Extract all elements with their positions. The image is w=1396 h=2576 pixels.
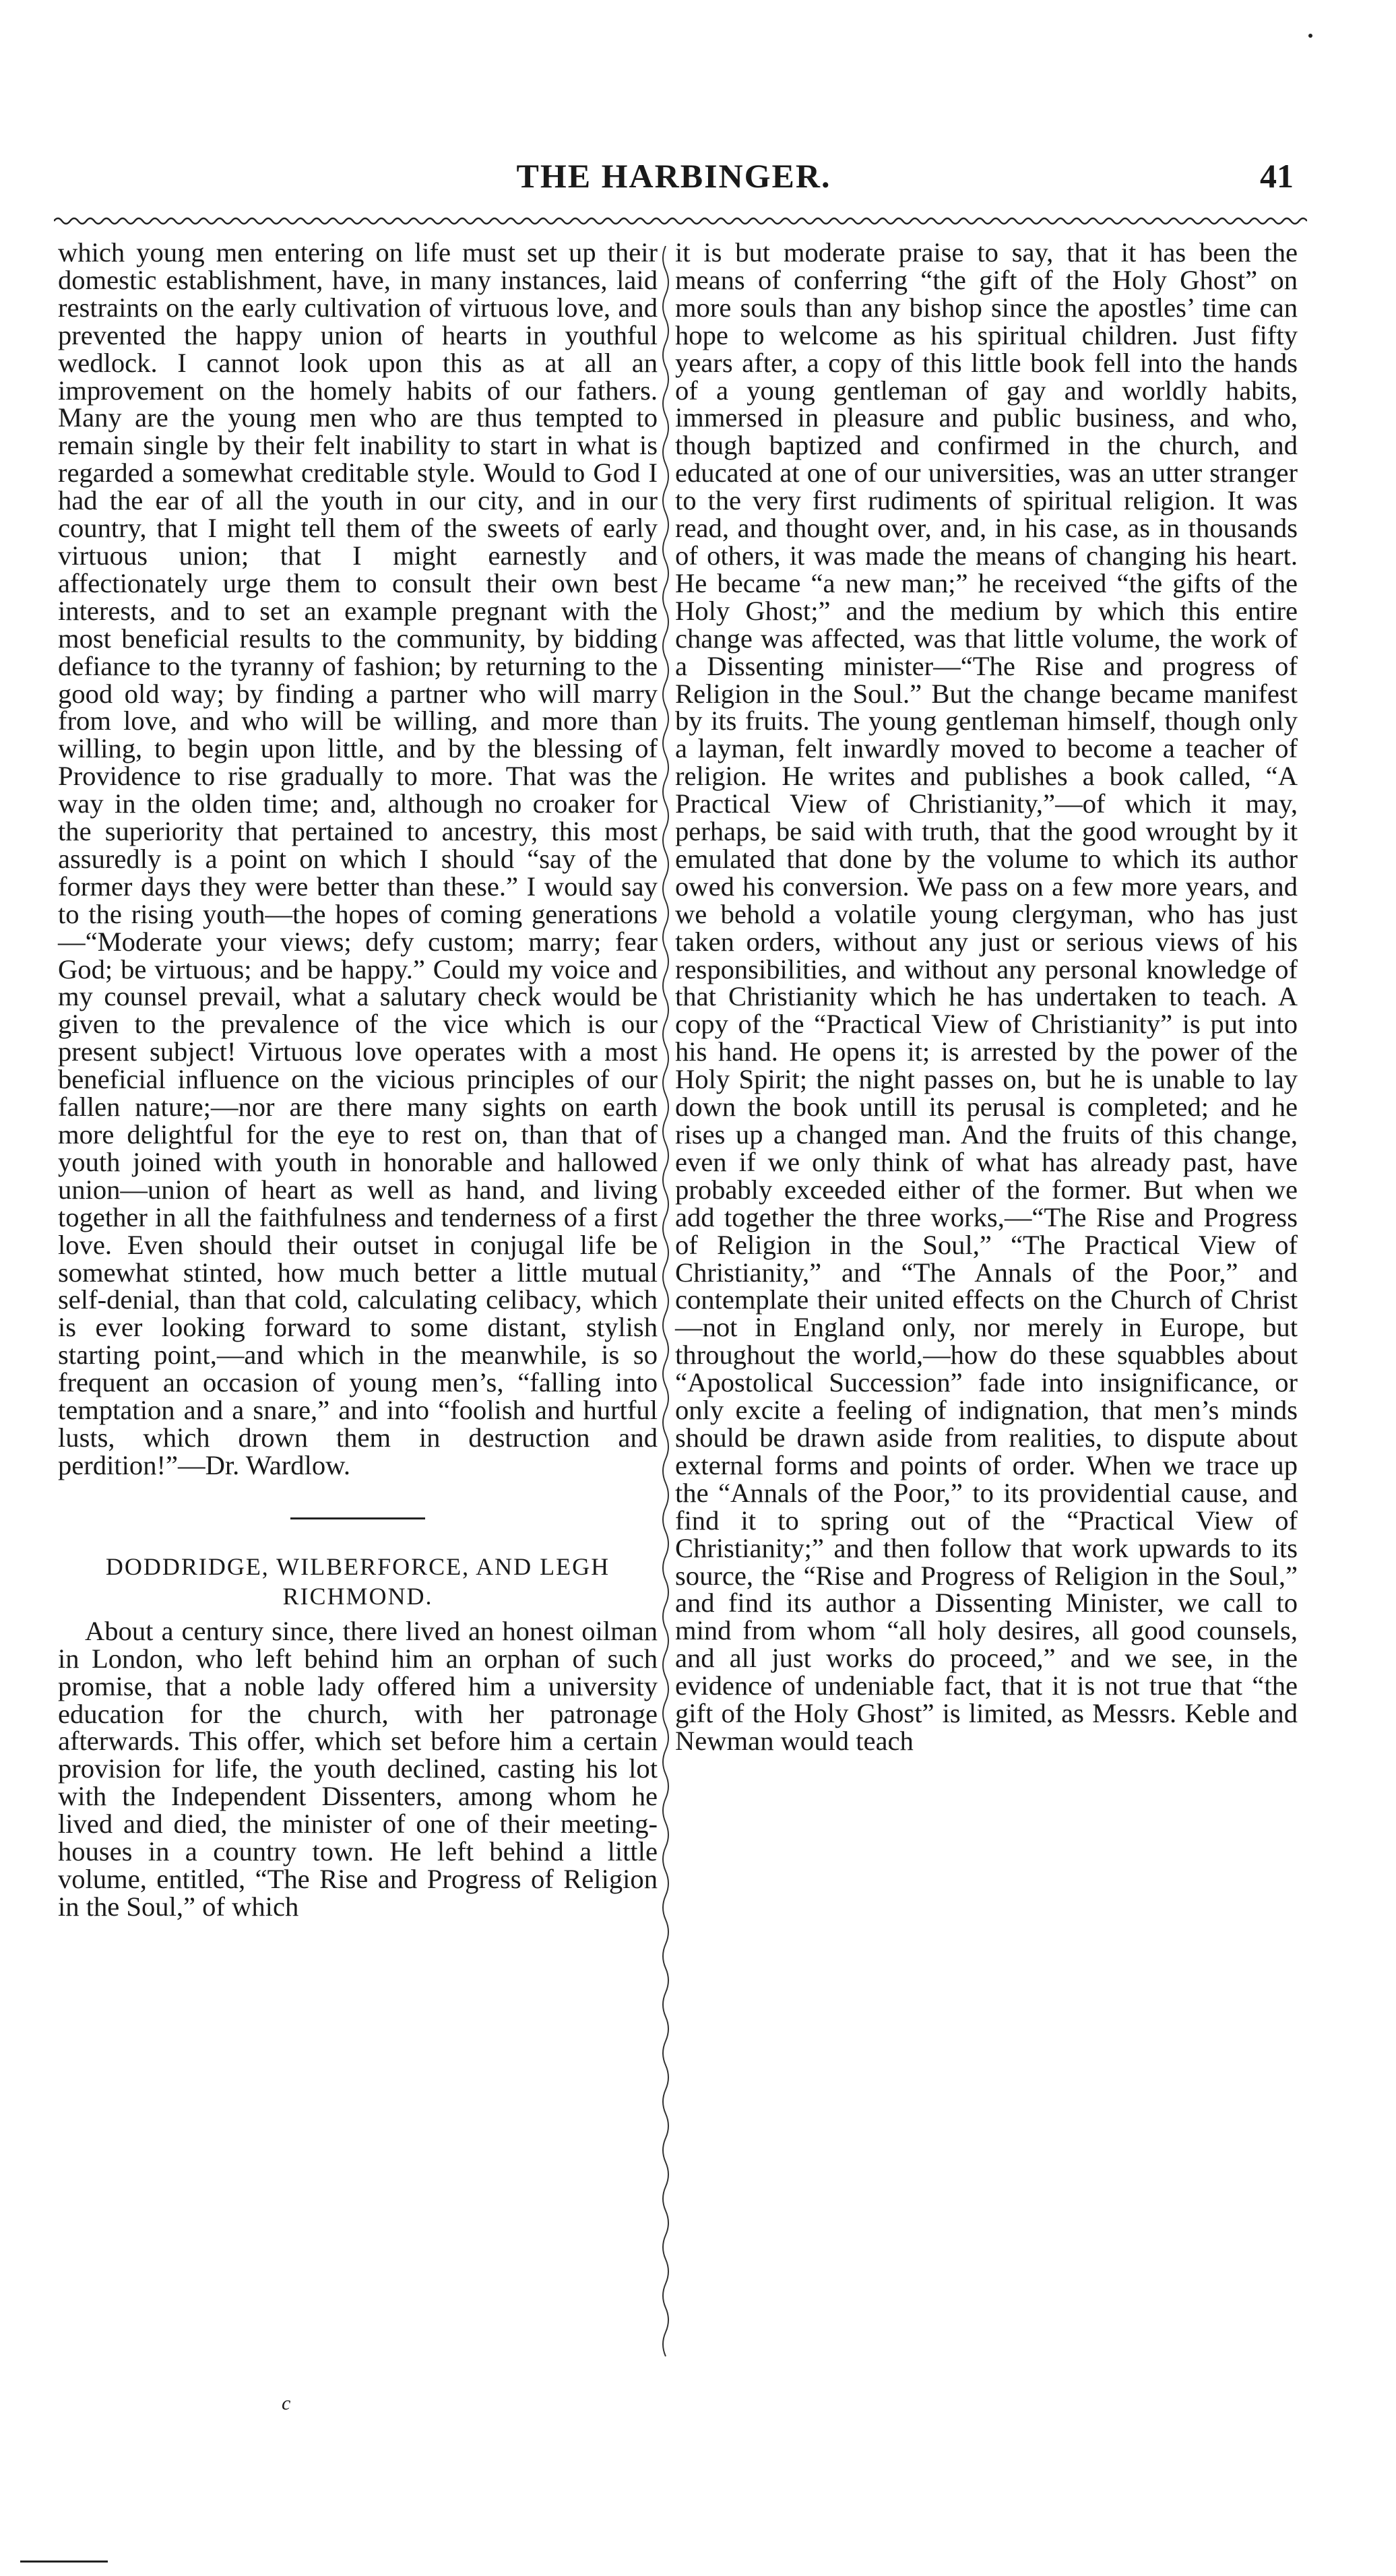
left-paragraph-1: which young men entering on life must set up their domestic establishment, have, in many instances, laid restraints on the early cultivation of virtuous love, and prevented the happy union of hearts in youthful wedlock. I cannot look upon this as at all an improvement on the homely habits of our fathers. Many are the young men who are thus tempted to remain single by their felt inability to start in what is regarded a somewhat creditable style. Would to God I had the ear of all the youth in our city, and in our country, that I might tell them of the sweets of early virtuous union; that I might earnestly and affectionately urge them to consult their own best interests, and to set an example pregnant with the most beneficial results to the community, by bidding defiance to the tyranny of fashion; by returning to the good old way; by finding a partner who will marry from love, and who will be willing, and more than willing, to begin upon little, and by the blessing of Providence to rise gradually to more. That was the way in the olden time; and, although no croaker for the superiority that pertained to ancestry, this most assuredly is a point on which I should “say of the former days they were better than these.” I would say to the rising youth—the hopes of coming generations—“Moderate your views; defy custom; marry; fear God; be virtuous; and be happy.” Could my voice and my counsel prevail, what a salutary check would be given to the prevalence of the vice which is our present subject! Virtuous love operates with a most beneficial influence on the vicious principles of our fallen nature;—nor are there many sights on earth more delightful for the eye to rest on, than that of youth joined with youth in honorable and hallowed union—union of heart as well as hand, and living together in all the faithfulness and tenderness of a first love. Even should their outset in conjugal life be somewhat stinted, how much better a little mutual self-denial, than that cold, calculating celibacy, which is ever looking forward to some distant, stylish starting point,—and which in the meanwhile, is so frequent an occasion of young men’s, “falling into temptation and a snare,” and into “foolish and hurtful lusts, which drown them in destruction and perdition!”—Dr. Wardlow. bbox=[58, 237, 658, 1480]
right-column bbox=[675, 239, 1298, 1755]
right-paragraph-1: it is but moderate praise to say, that it has been the means of conferring “the gift of the Holy Ghost” on more souls than any bishop since the apostles’ time can hope to welcome as his spiritual children. Just fifty years after, a copy of this little book fell into the hands of a young gentleman of gay and worldly habits, immersed in pleasure and public business, and who, though baptized and confirmed in the church, and educated at one of our universities, was an utter stranger to the very first rudiments of spiritual religion. It was read, and thought over, and, in his case, as in thousands of others, it was made the means of changing his heart. He became “a new man;” he received “the gifts of the Holy Ghost;” and the medium by which this entire change was affected, was that little volume, the work of a Dissenting minister—“The Rise and progress of Religion in the Soul.” But the change became manifest by its fruits. The young gentleman himself, though only a layman, felt inwardly moved to become a teacher of religion. He writes and publishes a book called, “A Practical View of Christianity,”—of which it may, perhaps, be said with truth, that the good wrought by it emulated that done by the volume to which its author owed his conversion. We pass on a few more years, and we behold a volatile young clergyman, who has just taken orders, without any just or serious views of his responsibilities, and without any personal knowledge of that Christianity which he has undertaken to teach. A copy of the “Practical View of Christianity” is put into his hand. He opens it; is arrested by the power of the Holy Spirit; the night passes on, but he is unable to lay down the book untill its perusal is completed; and he rises up a changed man. And the fruits of this change, even if we only think of what has already past, have probably exceeded either of the former. But when we add together the three works,—“The Rise and Progress of Religion in the Soul,” “The Practical View of Christianity,” and “The Annals of the Poor,” and contemplate their united effects on the Church of Christ—not in England only, nor merely in Europe, but throughout the world,—how do these squabbles about “Apostolical Succession” fade into insignificance, or only excite a feeling of indignation, that men’s minds should be drawn aside from realities, to dispute about external forms and points of order. When we trace up the “Annals of the Poor,” to its providential cause, and find it to spring out of the “Practical View of Christianity;” and then follow that work upwards to its source, the “Rise and Progress of Religion in the Soul,” and find its author a Dissenting Minister, we call to mind from whom “all holy desires, all good counsels, and all just works do proceed,” and we see, in the evidence of undeniable fact, that it is not true that “the gift of the Holy Ghost” is limited, as Messrs. Keble and Newman would teach bbox=[675, 237, 1298, 1756]
header-wavy-rule bbox=[54, 214, 1307, 228]
page-number: 41 bbox=[1260, 157, 1294, 195]
ink-speck bbox=[1308, 34, 1312, 38]
left-column bbox=[58, 239, 658, 1921]
section-heading: DODDRIDGE, WILBERFORCE, AND LEGH RICHMOND. bbox=[105, 1552, 610, 1610]
page-header bbox=[54, 156, 1294, 203]
left-paragraph-2: About a century since, there lived an honest oilman in London, who left behind him an orphan of such promise, that a noble lady offered him a university education for the church, with her patronage afterwards. This offer, which set before him a certain provision for life, the youth declined, casting his lot with the Independent Dissenters, among whom he lived and died, the minister of one of their meeting-houses in a country town. He left behind a little volume, entitled, “The Rise and Progress of Religion in the Soul,” of which bbox=[58, 1615, 658, 1922]
corner-rule bbox=[20, 2561, 108, 2563]
page-mark: c bbox=[282, 2392, 291, 2414]
running-title: THE HARBINGER. bbox=[516, 157, 831, 195]
column-divider bbox=[658, 246, 673, 2368]
section-divider bbox=[290, 1517, 425, 1519]
